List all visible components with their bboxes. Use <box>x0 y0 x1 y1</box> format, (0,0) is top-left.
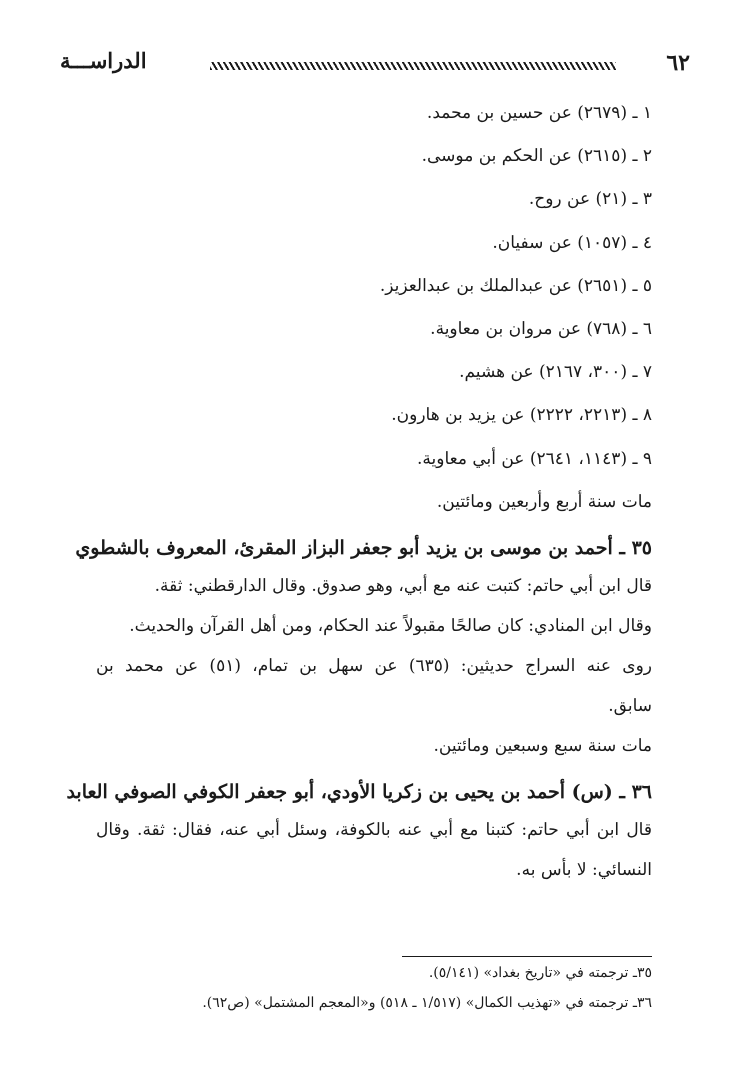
footnote-36: ٣٦ـ ترجمته في «تهذيب الكمال» (١/٥١٧ ـ ٥١٨) و«المعجم المشتمل» (ص٦٢). <box>202 995 652 1011</box>
list-item: ٦ ـ (٧٦٨) عن مروان بن معاوية. <box>430 318 652 339</box>
list-item: ٧ ـ (٣٠٠، ٢١٦٧) عن هشيم. <box>459 362 652 383</box>
entry-36-title: ٣٦ ـ (س) أحمد بن يحيى بن زكريا الأودي، أبو جعفر الكوفي الصوفي العابد <box>66 780 652 803</box>
list-item: ١ ـ (٢٦٧٩) عن حسين بن محمد. <box>426 103 652 123</box>
list-item: ٤ ـ (١٠٥٧) عن سفيان. <box>492 232 652 253</box>
footnotes <box>96 962 652 1022</box>
entry-36-line-1a: قال ابن أبي حاتم: كتبنا مع أبي عنه بالكوفة، وسئل أبي عنه، فقال: ثقة. وقال <box>96 819 652 840</box>
death-note: مات سنة أربع وأربعين ومائتين. <box>436 491 652 512</box>
page-header <box>60 50 690 80</box>
entry-35-line-2: وقال ابن المنادي: كان صالحًا مقبولاً عند الحكام، ومن أهل القرآن والحديث. <box>129 615 652 636</box>
list-item: ٢ ـ (٢٦١٥) عن الحكم بن موسى. <box>421 146 652 167</box>
footnote-35: ٣٥ـ ترجمته في «تاريخ بغداد» (٥/١٤١). <box>428 965 652 981</box>
list-item: ٨ ـ (٢٢١٣، ٢٢٢٢) عن يزيد بن هارون. <box>391 405 652 426</box>
list-item: ٥ ـ (٢٦٥١) عن عبدالملك بن عبدالعزيز. <box>379 275 652 296</box>
footnote-divider <box>402 956 652 957</box>
entry-35-title: ٣٥ ـ أحمد بن موسى بن يزيد أبو جعفر البزاز المقرئ، المعروف بالشطوي <box>75 536 652 559</box>
entry-35-death-note: مات سنة سبع وسبعين ومائتين. <box>433 735 652 756</box>
main-text <box>66 100 652 897</box>
entry-35-line-3a: روى عنه السراج حديثين: (٦٣٥) عن سهل بن تمام، (٥١) عن محمد بن <box>96 655 652 676</box>
header-hatch-rule <box>210 62 616 70</box>
entry-35-line-3b: سابق. <box>608 695 652 716</box>
entry-36-line-1b: النسائي: لا بأس به. <box>516 859 652 880</box>
page-number: ٦٢ <box>666 50 690 76</box>
running-title: الدراســـة <box>60 48 147 73</box>
list-item: ٣ ـ (٢١) عن روح. <box>528 189 652 210</box>
entry-35-line-1: قال ابن أبي حاتم: كتبت عنه مع أبي، وهو صدوق. وقال الدارقطني: ثقة. <box>154 575 652 596</box>
list-item: ٩ ـ (١١٤٣، ٢٦٤١) عن أبي معاوية. <box>416 448 652 469</box>
